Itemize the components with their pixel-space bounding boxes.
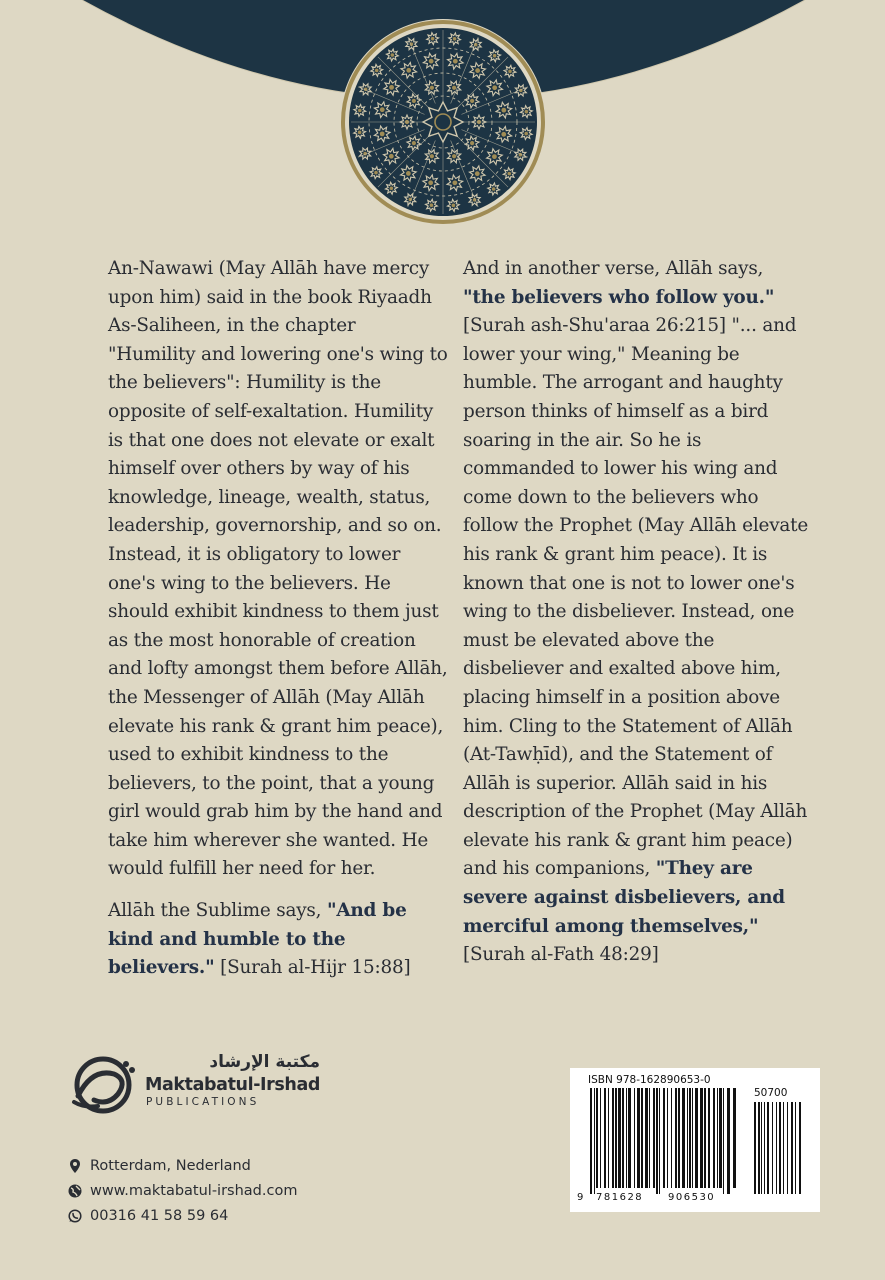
location-pin-icon [66,1159,84,1173]
barcode-digits-group1: 781628 [596,1192,644,1203]
barcode-digits-group2: 906530 [668,1192,716,1203]
verse-quote-2: "They are severe against disbelievers, and merciful among themselves," [463,858,785,937]
verse-quote: "the believers who follow you." [463,286,775,308]
quote-reference: [Surah al-Hijr 15:88] [220,957,411,979]
verse-intro: And in another verse, Allāh says, [463,258,764,279]
quote-intro: Allāh the Sublime says, [108,900,327,922]
top-arc-ornament [0,0,885,260]
publisher-name-block [145,1052,320,1109]
intro-paragraph: An-Nawawi (May Allāh have mercy upon him) said in the book Riyaadh As-Saliheen, in the chapter "Humility and lowering one's wing to the believers": Humility is the opposite of self-exaltation. Humility is that one does not elevate or exalt himself over others by way of his knowledge, lineage, wealth, status, leadership, governorship, and so on. Instead, it is obligatory to lower one's wing to the believers. He should exhibit kindness to them just as the most honorable of creation and lofty amongst them before Allāh, the Messenger of Allāh (May Allāh elevate his rank & grant him peace), used to exhibit kindness to the believers, to the point, that a young girl would grab him by the hand and take him wherever she wanted. He would fulfill her need for her. [108,258,448,880]
contact-phone [66,1208,228,1224]
phone-number: 00316 41 58 59 64 [90,1208,229,1224]
right-text-column [463,255,809,983]
left-text-column [108,255,448,996]
medallion-icon [340,19,546,225]
website-link[interactable]: www.maktabatul-irshad.com [90,1183,298,1199]
whatsapp-icon [66,1209,84,1223]
quran-quote-paragraph [108,897,448,983]
barcode-digit-first: 9 [577,1192,585,1203]
quote-bold: "And be kind and humble to the believers." [108,900,407,979]
isbn-number: ISBN 978-162890653-0 [588,1074,711,1086]
contact-website [66,1183,297,1199]
barcode-box [570,1068,820,1212]
contact-location [66,1158,251,1174]
verse-body: [Surah ash-Shu'araa 26:215] "... and lower your wing," Meaning be humble. The arrogant and haughty person thinks of himself as a bird soaring in the air. So he is commanded to lower his wing and come down to the believers who follow the Prophet (May Allāh elevate his rank & grant him peace). It is known that one is not to lower one's wing to the disbeliever. Instead, one must be elevated above the disbeliever and exalted above him, placing himself in a position above him. Cling to the Statement of Allāh (At-Tawḥīd), and the Statement of Allāh is superior. Allāh said in his description of the Prophet (May Allāh elevate his rank & grant him peace) and his companions, [463,315,809,880]
publisher-name: Maktabatul-Irshad [145,1075,321,1095]
publisher-logo-icon [68,1050,138,1120]
price-code: 50700 [754,1087,788,1099]
location-text: Rotterdam, Nederland [90,1158,251,1174]
publisher-arabic-name: مكتبة الإرشاد [209,1052,321,1072]
publisher-subtitle: PUBLICATIONS [146,1096,260,1108]
verse-reference: [Surah al-Fath 48:29] [463,944,659,966]
globe-icon [66,1184,84,1198]
continuation-paragraph [463,255,809,970]
